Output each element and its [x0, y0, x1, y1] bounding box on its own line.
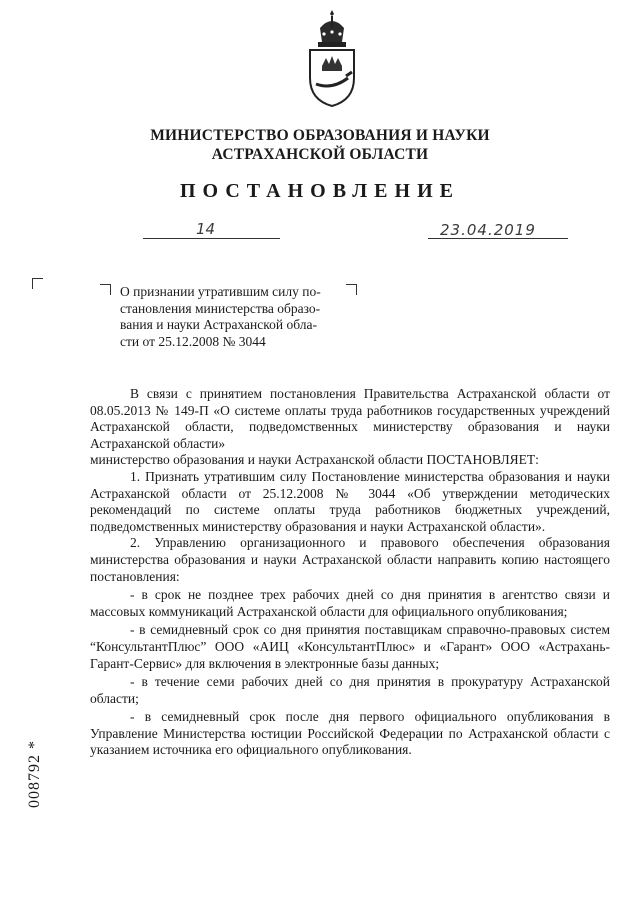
document-title	[120, 284, 360, 350]
document-type-heading: ПОСТАНОВЛЕНИЕ	[180, 180, 460, 202]
coat-of-arms-emblem	[298, 8, 366, 108]
bullet-paragraph: - в срок не позднее трех рабочих дней со дня принятия в агентство связи и массовых коммуникаций Астраханской области для официального опубликования;	[90, 587, 610, 619]
preamble-paragraph: В связи с принятием постановления Правительства Астраханской области от 08.05.2013 № 149-П «О системе оплаты труда работников государственных учреждений Астраханской области, подведомственных министерству образования и науки Астраханской области»	[90, 386, 610, 451]
title-line: вания и науки Астраханской обла-	[120, 317, 317, 332]
ministry-name-line1: МИНИСТЕРСТВО ОБРАЗОВАНИЯ И НАУКИ	[150, 127, 490, 144]
registration-stamp	[22, 712, 50, 812]
title-corner-mark-open	[100, 284, 111, 295]
document-number: 14	[196, 220, 216, 238]
item-1-paragraph: 1. Признать утратившим силу Постановление министерства образования и науки Астраханской области от 25.12.2008 № 3044 «Об утверждении методических рекомендаций по системе оплаты труда работников бюджетных учреждений, подведомственных министерству образования и науки Астраханской области».	[90, 468, 610, 534]
resolves-paragraph: министерство образования и науки Астраханской области ПОСТАНОВЛЯЕТ:	[90, 452, 539, 468]
title-line: становления министерства образо-	[120, 300, 321, 316]
title-line: О признании утратившим силу по-	[120, 284, 321, 299]
bullet-paragraph: - в семидневный срок со дня принятия поставщикам справочно-правовых систем “КонсультантПлюс” ООО «АИЦ «КонсультантПлюс» и «Гарант» ООО «Астрахань-Гарант-Сервис» для включения в электронные базы данных;	[90, 622, 610, 671]
document-date: 23.04.2019	[440, 221, 536, 239]
bullet-paragraph: - в семидневный срок после дня первого официального опубликования в Управление Министерства юстиции Российской Федерации по Астраханской области с указанием источника его официального опубликования.	[90, 709, 610, 758]
ministry-name-line2: АСТРАХАНСКОЙ ОБЛАСТИ	[211, 146, 429, 163]
document-body	[90, 386, 610, 759]
item-2-paragraph: 2. Управлению организационного и правового обеспечения образования министерства образования и науки Астраханской области направить копию настоящего постановления:	[90, 535, 610, 584]
title-corner-mark-left	[32, 278, 43, 289]
stamp-number: 008792 *	[26, 740, 43, 808]
title-line: сти от 25.12.2008 № 3044	[120, 333, 266, 349]
bullet-paragraph: - в течение семи рабочих дней со дня принятия в прокуратуру Астраханской области;	[90, 674, 610, 706]
number-underline	[143, 238, 280, 239]
